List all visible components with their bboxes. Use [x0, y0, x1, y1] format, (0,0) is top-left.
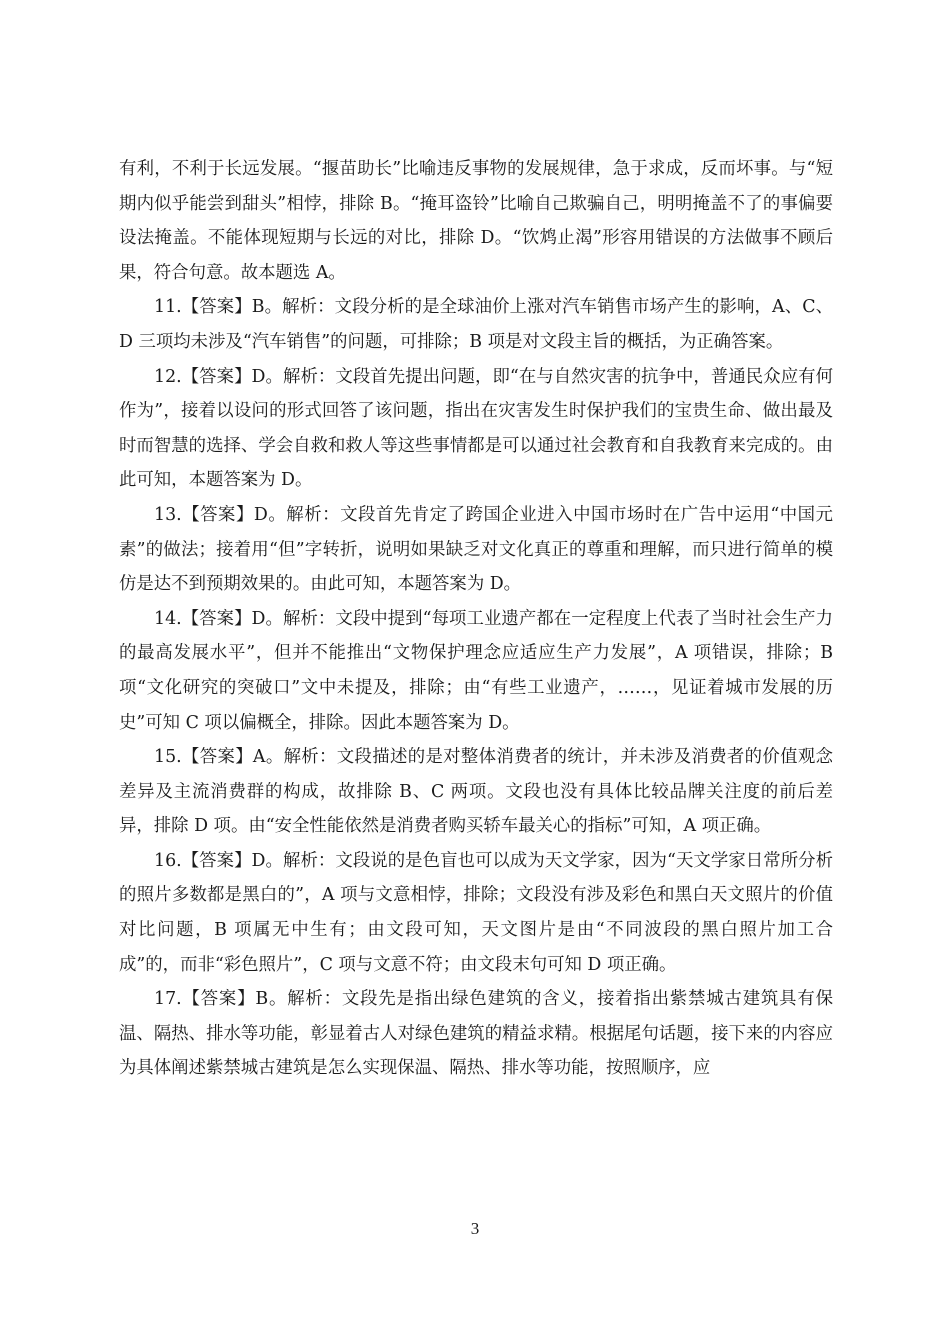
- paragraph-answer-15: 15.【答案】A。解析：文段描述的是对整体消费者的统计，并未涉及消费者的价值观念差异及主流消费群的构成，故排除 B、C 两项。文段也没有具体比较品牌关注度的前后差异，排除 D 项。由“安全性能依然是消费者购买轿车最关心的指标”可知，A 项正确。: [119, 747, 833, 837]
- paragraph-answer-16: 16.【答案】D。解析：文段说的是色盲也可以成为天文学家，因为“天文学家日常所分析的照片多数都是黑白的”，A 项与文意相悖，排除；文段没有涉及彩色和黑白天文照片的价值对比问题，B 项属无中生有；由文段可知，天文图片是由“不同波段的黑白照片加工合成”的，而非“彩色照片”，C 项与文意不符；由文段末句可知 D 项正确。: [119, 850, 833, 975]
- page-number: 3: [470, 1219, 480, 1238]
- paragraph-10-continued: 有利，不利于长远发展。“揠苗助长”比喻违反事物的发展规律，急于求成，反而坏事。与“短期内似乎能尝到甜头”相悖，排除 B。“掩耳盗铃”比喻自己欺骗自己，明明掩盖不了的事偏要设法掩盖。不能体现短期与长远的对比，排除 D。“饮鸩止渴”形容用错误的方法做事不顾后果，符合句意。故本题选 A。: [119, 159, 833, 283]
- paragraph-answer-14: 14.【答案】D。解析：文段中提到“每项工业遗产都在一定程度上代表了当时社会生产力的最高发展水平”，但并不能推出“文物保护理念应适应生产力发展”，A 项错误，排除；B 项“文化研究的突破口”文中未提及，排除；由“有些工业遗产，……，见证着城市发展的历史”可知 C 项以偏概全，排除。因此本题答案为 D。: [119, 608, 833, 733]
- paragraph-answer-17: 17.【答案】B。解析：文段先是指出绿色建筑的含义，接着指出紫禁城古建筑具有保温、隔热、排水等功能，彰显着古人对绿色建筑的精益求精。根据尾句话题，接下来的内容应为具体阐述紫禁城古建筑是怎么实现保温、隔热、排水等功能，按照顺序，应: [119, 989, 833, 1079]
- paragraph-answer-13: 13.【答案】D。解析：文段首先肯定了跨国企业进入中国市场时在广告中运用“中国元素”的做法；接着用“但”字转折，说明如果缺乏对文化真正的尊重和理解，而只进行简单的模仿是达不到预期效果的。由此可知，本题答案为 D。: [119, 504, 833, 595]
- paragraph-answer-11: 11.【答案】B。解析：文段分析的是全球油价上涨对汽车销售市场产生的影响，A、C、D 三项均未涉及“汽车销售”的问题，可排除；B 项是对文段主旨的概括，为正确答案。: [119, 297, 833, 352]
- answer-explanations-body: [119, 152, 833, 1086]
- paragraph-answer-12: 12.【答案】D。解析：文段首先提出问题，即“在与自然灾害的抗争中，普通民众应有何作为”，接着以设问的形式回答了该问题，指出在灾害发生时保护我们的宝贵生命、做出最及时而智慧的选择、学会自救和救人等这些事情都是可以通过社会教育和自我教育来完成的。由此可知，本题答案为 D。: [119, 366, 833, 491]
